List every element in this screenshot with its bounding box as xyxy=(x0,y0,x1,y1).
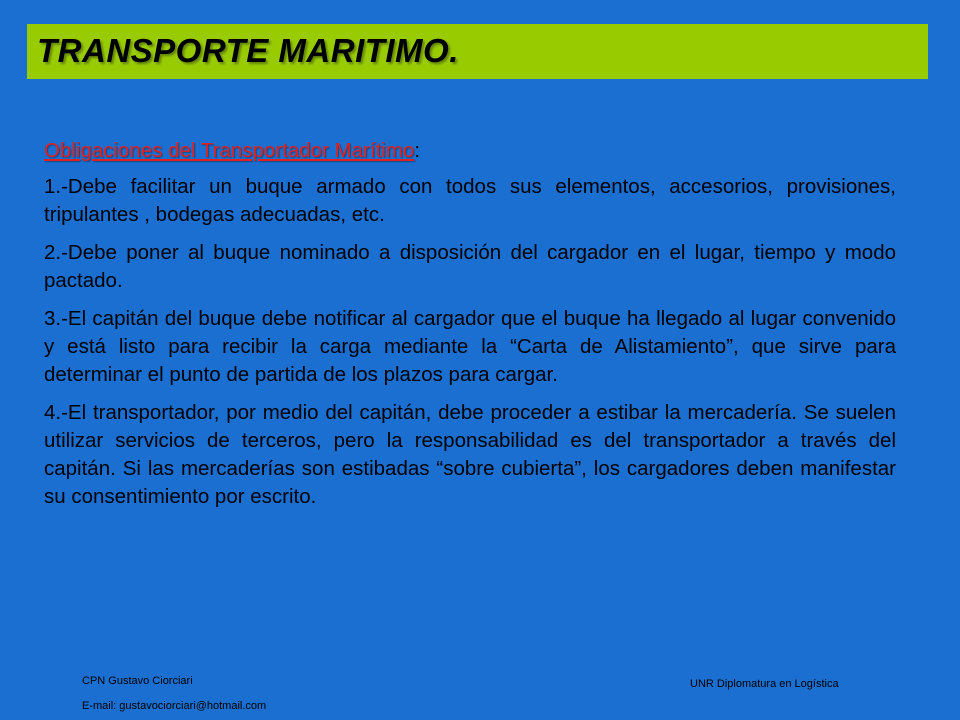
subtitle-colon: : xyxy=(414,139,421,162)
obligation-4: 4.-El transportador, por medio del capitán, debe proceder a estibar la mercadería. Se suelen utilizar servicios de terceros, pero la responsabilidad es del transportador a través del capitán. Si las mercaderías son estibadas “sobre cubierta”, los cargadores deben manifestar su consentimiento por escrito. xyxy=(44,401,896,508)
subtitle-heading: Obligaciones del Transportador Marítimo xyxy=(44,139,415,162)
obligation-1: 1.-Debe facilitar un buque armado con todos sus elementos, accesorios, provisiones, tripulantes , bodegas adecuadas, etc. xyxy=(44,175,896,226)
slide-title: TRANSPORTE MARITIMO. xyxy=(37,32,459,69)
footer-email: E-mail: gustavociorciari@hotmail.com xyxy=(82,700,267,712)
obligation-2: 2.-Debe poner al buque nominado a disposición del cargador en el lugar, tiempo y modo pactado. xyxy=(44,241,896,292)
footer-organization: UNR Diplomatura en Logística xyxy=(690,678,839,690)
slide-content xyxy=(44,137,896,521)
footer-author: CPN Gustavo Ciorciari xyxy=(82,675,193,687)
obligation-3: 3.-El capitán del buque debe notificar al cargador que el buque ha llegado al lugar convenido y está listo para recibir la carga mediante la “Carta de Alistamiento”, que sirve para determinar el punto de partida de los plazos para cargar. xyxy=(44,307,896,386)
slide-subtitle xyxy=(44,137,896,165)
title-bar xyxy=(27,24,928,79)
